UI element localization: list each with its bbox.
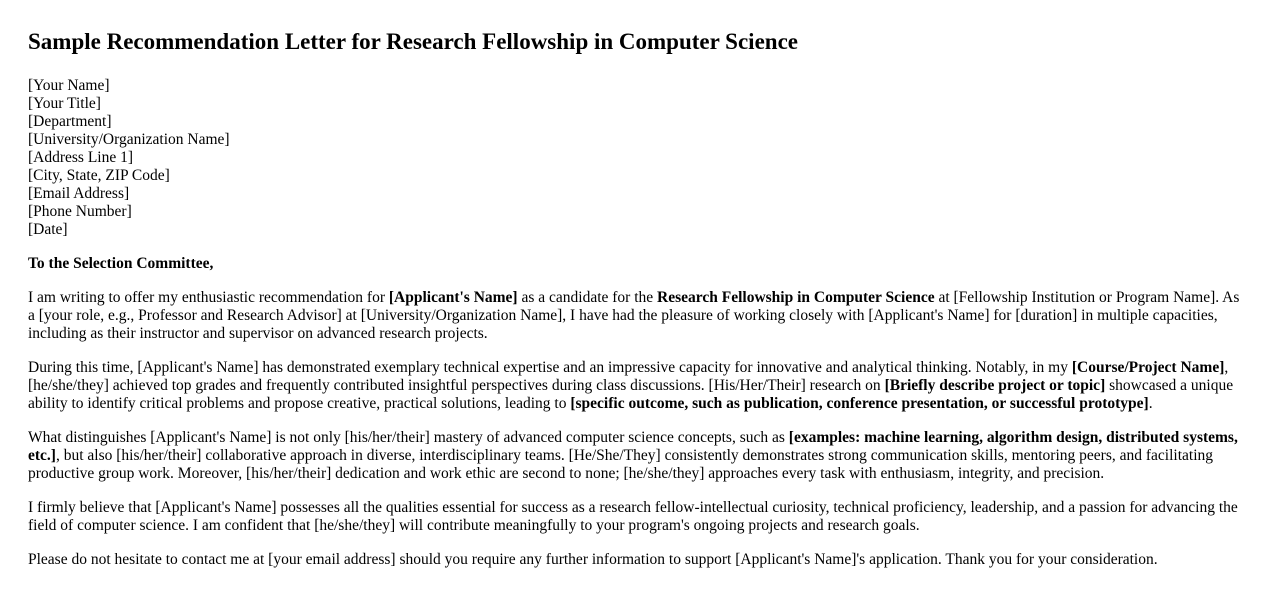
p2-course-project: [Course/Project Name] xyxy=(1071,359,1225,376)
sender-name: [Your Name] xyxy=(28,77,110,94)
sender-phone: [Phone Number] xyxy=(28,203,132,220)
sender-address: [Address Line 1] xyxy=(28,149,134,166)
paragraph-qualities xyxy=(28,429,1250,483)
sender-department: [Department] xyxy=(28,113,112,130)
p2-text-4: . xyxy=(1148,395,1153,412)
page-title: Sample Recommendation Letter for Research Fellowship in Computer Science xyxy=(28,29,798,54)
paragraph-closing: Please do not hesitate to contact me at [your email address] should you require any further information to support [Applicant's Name]'s application. Thank you for your consideration. xyxy=(28,551,1158,568)
p3-examples: [examples: machine learning, algorithm design, distributed systems, etc.] xyxy=(28,429,1238,464)
sender-organization: [University/Organization Name] xyxy=(28,131,230,148)
p3-text-2: , but also [his/her/their] collaborative approach in diverse, interdisciplinary teams. [He/She/They] consistently demonstrates strong communication skills, mentoring peers, and facilitating productive group work. Moreover, [his/her/their] dedication and work ethic are second to none; [he/she/they] approaches every task with enthusiasm, integrity, and precision. xyxy=(28,447,1213,482)
p2-specific-outcome: [specific outcome, such as publication, conference presentation, or successful prototype] xyxy=(570,395,1149,412)
paragraph-introduction xyxy=(28,289,1250,343)
p1-text-1: I am writing to offer my enthusiastic recommendation for xyxy=(28,289,389,306)
salutation: To the Selection Committee, xyxy=(28,255,214,272)
p1-fellowship-name: Research Fellowship in Computer Science xyxy=(657,289,935,306)
p2-project-topic: [Briefly describe project or topic] xyxy=(884,377,1106,394)
p2-text-3: showcased a unique ability to identify critical problems and propose creative, practical solutions, leading to xyxy=(28,377,1234,412)
p1-applicant-name: [Applicant's Name] xyxy=(388,289,518,306)
p1-text-3: at [Fellowship Institution or Program Name]. As a [your role, e.g., Professor and Research Advisor] at [University/Organization Name], I have had the pleasure of working closely with [Applicant's Name] for [duration] in multiple capacities, including as their instructor and supervisor on advanced research projects. xyxy=(28,289,1240,342)
sender-block xyxy=(28,77,1250,239)
p2-text-2: , [he/she/they] achieved top grades and frequently contributed insightful perspectives during class discussions. [His/Her/Their] research on xyxy=(28,359,1229,394)
sender-city-state-zip: [City, State, ZIP Code] xyxy=(28,167,170,184)
p3-text-1: What distinguishes [Applicant's Name] is not only [his/her/their] mastery of advanced computer science concepts, such as xyxy=(28,429,789,446)
sender-email: [Email Address] xyxy=(28,185,130,202)
p1-text-2: as a candidate for the xyxy=(517,289,658,306)
sender-title: [Your Title] xyxy=(28,95,101,112)
sender-date: [Date] xyxy=(28,221,68,238)
paragraph-achievements xyxy=(28,359,1250,413)
p2-text-1: During this time, [Applicant's Name] has demonstrated exemplary technical expertise and an impressive capacity for innovative and analytical thinking. Notably, in my xyxy=(28,359,1072,376)
paragraph-belief: I firmly believe that [Applicant's Name] possesses all the qualities essential for success as a research fellow-intellectual curiosity, technical proficiency, leadership, and a passion for advancing the field of computer science. I am confident that [he/she/they] will contribute meaningfully to your program's ongoing projects and research goals. xyxy=(28,499,1238,534)
